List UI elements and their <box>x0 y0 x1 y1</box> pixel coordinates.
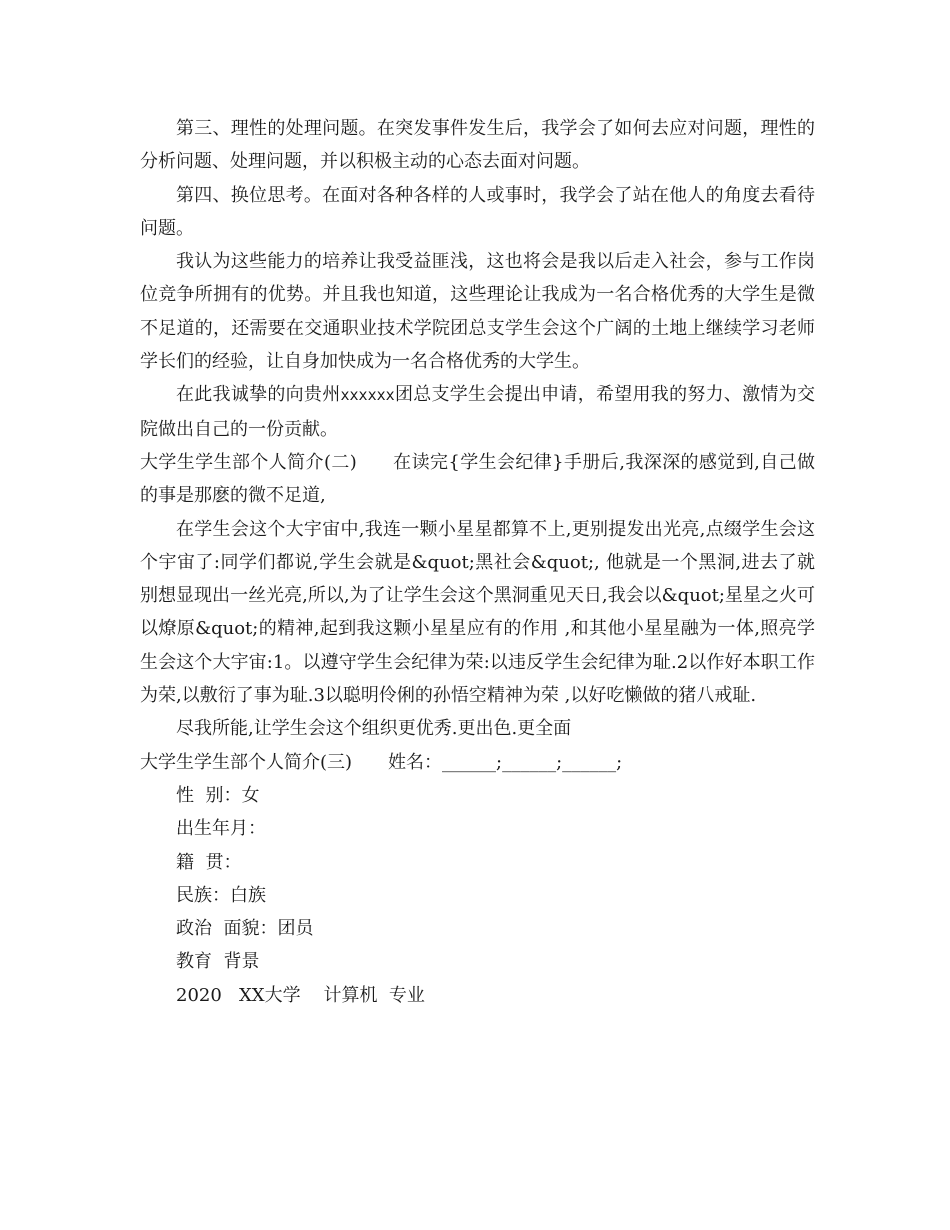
field-political-status: 政治 面貌：团员 <box>176 918 314 940</box>
section-two-intro: 在读完{学生会纪律}手册后,我深深的感觉到,自己做的事是那麽的微不足道, <box>140 451 815 507</box>
application-text-start: 在此我诚挚的向贵州 <box>176 384 341 406</box>
paragraph-rational-handling: 第三、理性的处理问题。在突发事件发生后，我学会了如何去应对问题，理性的分析问题、处理问题，并以积极主动的心态去面对问题。 <box>140 118 815 173</box>
section-two-title: 大学生学生部个人简介(二) <box>140 451 357 473</box>
field-birth-date: 出生年月： <box>176 818 266 840</box>
field-native-place: 籍 贯： <box>176 851 242 873</box>
field-gender: 性 别：女 <box>176 784 260 806</box>
paragraph-application <box>140 378 815 446</box>
section-three-heading <box>140 746 815 779</box>
paragraph-perspective-taking: 第四、换位思考。在面对各种各样的人或事时，我学会了站在他人的角度去看待问题。 <box>140 184 815 239</box>
field-ethnicity: 民族：白族 <box>176 884 266 906</box>
section-two-heading <box>140 446 815 513</box>
school-placeholder: xxxxxx <box>340 386 395 405</box>
paragraph-benefits: 我认为这些能力的培养让我受益匪浅，这也将会是我以后走入社会，参与工作岗位竞争所拥有的优势。并且我也知道，这些理论让我成为一名合格优秀的大学生是微不足道的，还需要在交通职业技术学院团总支学生会这个广阔的土地上继续学习老师学长们的经验，让自身加快成为一名合格优秀的大学生。 <box>140 251 815 373</box>
section-three-title: 大学生学生部个人简介(三) <box>140 751 353 773</box>
field-education-entry: 2020 XX大学 计算机 专业 <box>176 984 425 1006</box>
name-field: 姓名：______;______;______; <box>388 751 623 773</box>
application-text-end: 团总支学生会提出申请，希望用我的努力、激情为交院做出自己的一份贡献。 <box>140 384 816 440</box>
field-education-heading: 教育 背景 <box>176 951 260 973</box>
document-body <box>140 112 815 1012</box>
section-two-body: 在学生会这个大宇宙中,我连一颗小星星都算不上,更别提发出光亮,点缀学生会这个宇宙了:同学们都说,学生会就是&quot;黑社会&quot;, 他就是一个黑洞,进去了就别想显现出一丝光亮,所以,为了让学生会这个黑洞重见天日,我会以&quot;星星之火可以燎原&quot;的精神,起到我这颗小星星应有的作用 ,和其他小星星融为一体,照亮学生会这个大宇宙:1。以遵守学生会纪律为荣:以违反学生会纪律为耻.2以作好本职工作为荣,以敷衍了事为耻.3以聪明伶俐的孙悟空精神为荣 ,以好吃懒做的猪八戒耻. <box>140 518 815 707</box>
section-two-closing: 尽我所能,让学生会这个组织更优秀.更出色.更全面 <box>176 718 572 740</box>
